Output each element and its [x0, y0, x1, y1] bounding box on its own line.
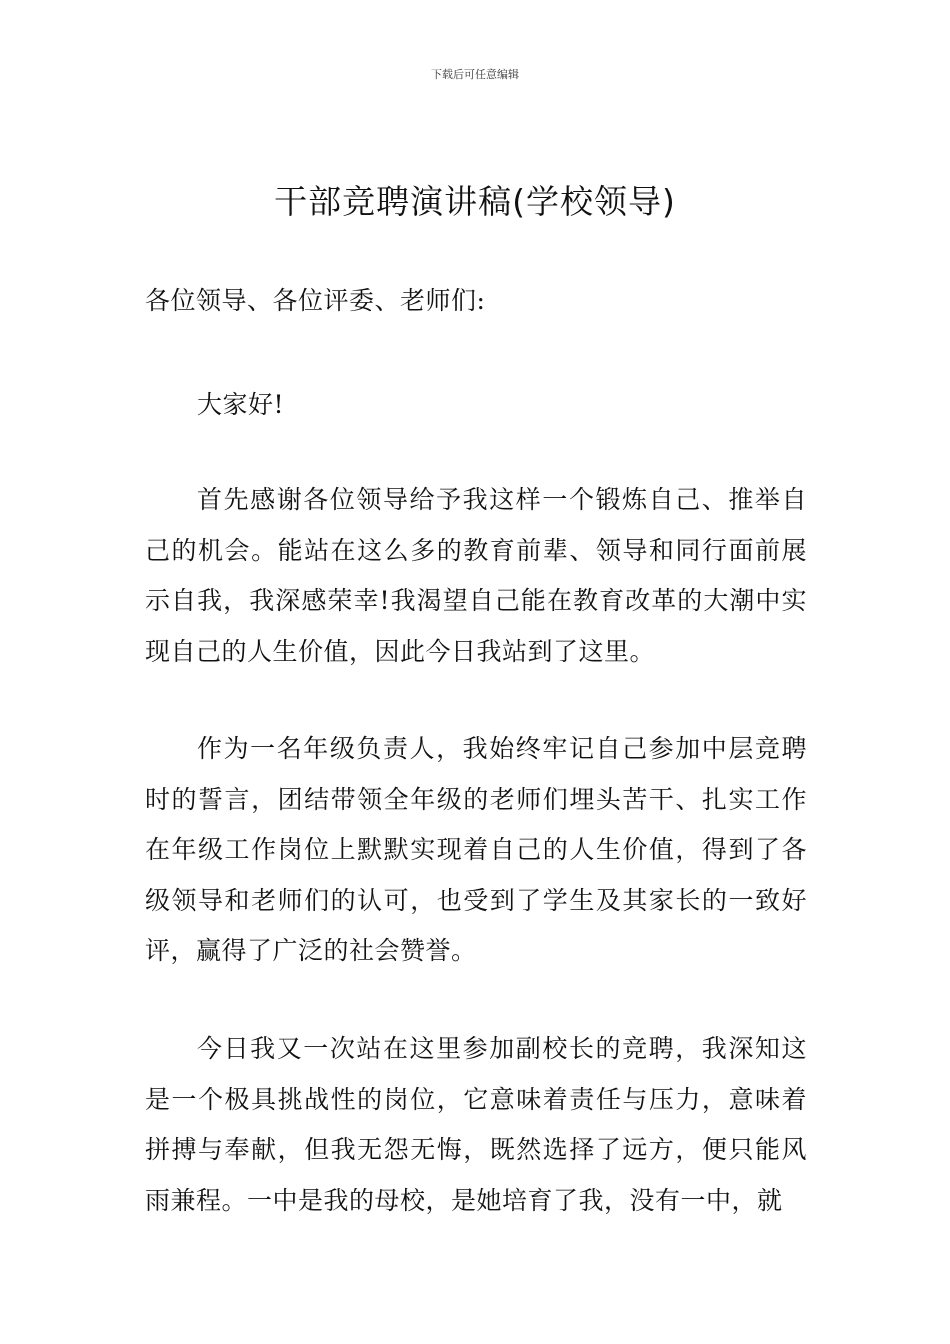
paragraph-experience: 作为一名年级负责人，我始终牢记自己参加中层竞聘时的誓言，团结带领全年级的老师们埋头苦干、扎实工作在年级工作岗位上默默实现着自己的人生价值，得到了各级领导和老师们的认可，也受到了学生及其家长的一致好评，赢得了广泛的社会赞誉。	[145, 734, 807, 965]
paragraph-thanks: 首先感谢各位领导给予我这样一个锻炼自己、推举自己的机会。能站在这么多的教育前辈、领导和同行面前展示自我，我深感荣幸!我渴望自己能在教育改革的大潮中实现自己的人生价值，因此今日我站到了这里。	[145, 485, 807, 666]
paragraph-candidacy: 今日我又一次站在这里参加副校长的竞聘，我深知这是一个极具挑战性的岗位，它意味着责任与压力，意味着拼搏与奉献，但我无怨无悔，既然选择了远方，便只能风雨兼程。一中是我的母校，是她培育了我，没有一中，就	[145, 1034, 807, 1215]
header-note: 下载后可任意编辑	[431, 68, 519, 81]
page-title: 干部竞聘演讲稿(学校领导)	[274, 182, 676, 221]
paragraph-greeting: 大家好!	[197, 390, 285, 419]
salutation: 各位领导、各位评委、老师们:	[145, 286, 486, 315]
